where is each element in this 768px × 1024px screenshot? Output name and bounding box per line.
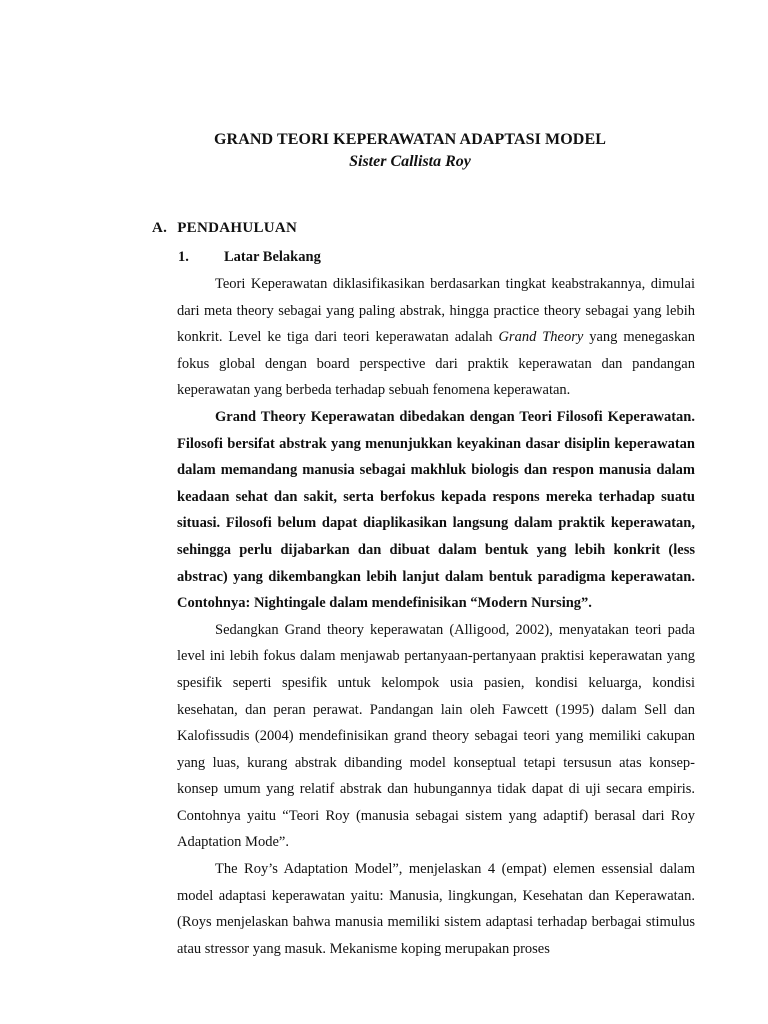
document-title: GRAND TEORI KEPERAWATAN ADAPTASI MODEL: [214, 131, 606, 148]
paragraph-2: Grand Theory Keperawatan dibedakan dengan Teori Filosofi Keperawatan. Filosofi bersifat abstrak yang menunjukkan keyakinan dasar disiplin keperawatan dalam memandang manusia sebagai makhluk biologis dan respon manusia dalam keadaan sehat dan sakit, serta berfokus kepada respons mereka terhadap suatu situasi. Filosofi belum dapat diaplikasikan langsung dalam praktik keperawatan, sehingga perlu dijabarkan dan dibuat dalam bentuk yang lebih konkrit (less abstrac) yang dikembangkan lebih lanjut dalam bentuk paradigma keperawatan. Contohnya: Nightingale dalam mendefinisikan “Modern Nursing”.: [177, 408, 695, 612]
paragraph-4: The Roy’s Adaptation Model”, menjelaskan 4 (empat) elemen essensial dalam model adaptasi keperawatan yaitu: Manusia, lingkungan, Kesehatan dan Keperawatan. (Roys menjelaskan bahwa manusia memiliki sistem adaptasi terhadap berbagai stimulus atau stressor yang masuk. Mekanisme koping merupakan proses: [177, 861, 695, 957]
subsection-heading: [178, 247, 321, 267]
paragraph-1-start: Teori Keperawatan diklasifikasikan berdasarkan tingkat keabstrakannya, dimulai dari meta theory sebagai yang paling abstrak, hingga practice theory sebagai yang lebih konkrit. Level ke tiga dari teori keperawatan adalah: [177, 276, 695, 346]
paragraph-1: [177, 271, 695, 404]
body-text: [177, 271, 695, 962]
document-subtitle: Sister Callista Roy: [349, 153, 471, 170]
subsection-number: 1.: [178, 249, 189, 265]
section-heading: [152, 218, 297, 238]
title-block: [0, 130, 768, 172]
paragraph-1-end: yang menegaskan fokus global dengan board perspective dari praktik keperawatan dan pandangan keperawatan yang berbeda terhadap sebuah fenomena keperawatan.: [177, 329, 695, 399]
section-title: PENDAHULUAN: [177, 220, 298, 236]
paragraph-1-italic-term: Grand Theory: [498, 329, 584, 346]
section-label: A.: [152, 220, 168, 236]
paragraph-3: Sedangkan Grand theory keperawatan (Alligood, 2002), menyatakan teori pada level ini lebih fokus dalam menjawab pertanyaan-pertanyaan praktisi keperawatan yang spesifik seperti spesifik untuk kelompok usia pasien, kondisi keluarga, kondisi kesehatan, dan peran perawat. Pandangan lain oleh Fawcett (1995) dalam Sell dan Kalofissudis (2004) mendefinisikan grand theory sebagai teori yang memiliki cakupan yang luas, kurang abstrak dibanding model konseptual tetapi tersusun atas konsep-konsep umum yang relatif abstrak dan hubungannya tidak dapat di uji secara empiris. Contohnya yaitu “Teori Roy (manusia sebagai sistem yang adaptif) berasal dari Roy Adaptation Mode”.: [177, 621, 695, 851]
subsection-title: Latar Belakang: [224, 249, 321, 265]
